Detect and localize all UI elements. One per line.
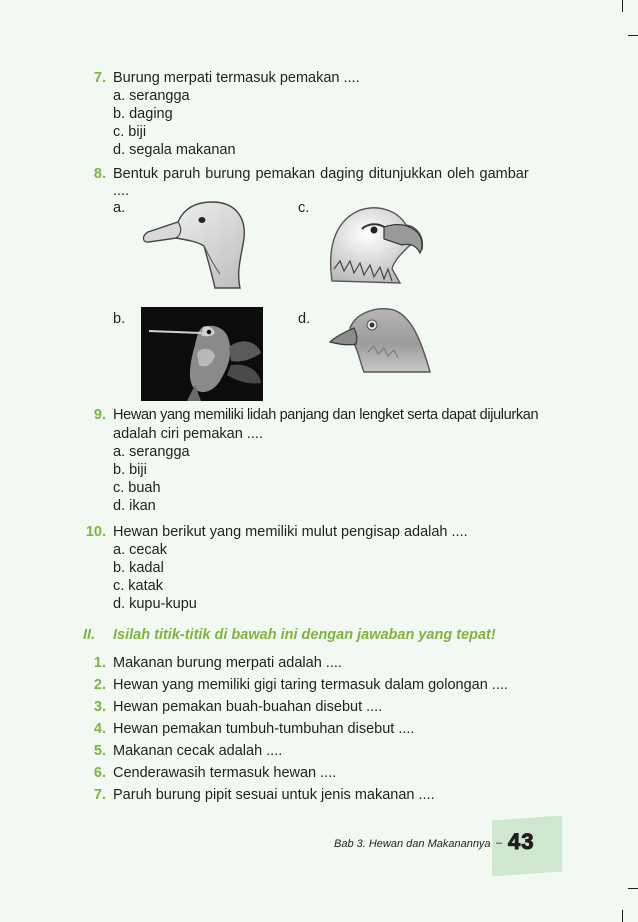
option: b. daging <box>113 106 173 122</box>
item-number: 6. <box>93 765 106 781</box>
question-text-cont: adalah ciri pemakan .... <box>113 426 263 442</box>
option: c. buah <box>113 480 161 496</box>
picture-label-a: a. <box>113 200 126 216</box>
item-text: Hewan pemakan tumbuh-tumbuhan disebut .... <box>113 721 415 737</box>
question-number: 9. <box>93 407 106 423</box>
option: a. serangga <box>113 444 190 460</box>
section-title: Isilah titik-titik di bawah ini dengan jawaban yang tepat! <box>113 627 496 643</box>
item-number: 4. <box>93 721 106 737</box>
crop-mark <box>622 0 623 12</box>
question-text: Hewan yang memiliki lidah panjang dan lengket serta dapat dijulurkan <box>113 407 539 423</box>
option: a. serangga <box>113 88 190 104</box>
section-number: II. <box>83 627 96 643</box>
page-number: 43 <box>508 829 535 854</box>
hummingbird-photo <box>141 307 263 401</box>
option: d. segala makanan <box>113 142 236 158</box>
item-number: 5. <box>93 743 106 759</box>
item-text: Hewan yang memiliki gigi taring termasuk dalam golongan .... <box>113 677 508 693</box>
question-text: Burung merpati termasuk pemakan .... <box>113 70 360 86</box>
picture-label-c: c. <box>298 200 310 216</box>
item-number: 3. <box>93 699 106 715</box>
crop-mark <box>628 888 638 889</box>
crop-mark <box>628 35 638 36</box>
item-text: Hewan pemakan buah-buahan disebut .... <box>113 699 383 715</box>
item-number: 7. <box>93 787 106 803</box>
chapter-title: Bab 3. Hewan dan Makanannya <box>334 838 491 850</box>
option: d. ikan <box>113 498 156 514</box>
question-number: 8. <box>93 166 106 182</box>
duck-head-image <box>140 196 260 292</box>
question-number: 7. <box>93 70 106 86</box>
option: a. cecak <box>113 542 167 558</box>
question-text: Hewan berikut yang memiliki mulut pengisap adalah .... <box>113 524 468 540</box>
option: b. biji <box>113 462 147 478</box>
picture-label-d: d. <box>298 311 311 327</box>
item-text: Makanan cecak adalah .... <box>113 743 283 759</box>
option: c. katak <box>113 578 163 594</box>
eagle-head-image <box>322 203 426 285</box>
item-text: Cenderawasih termasuk hewan .... <box>113 765 337 781</box>
footer-dash: – <box>496 837 503 849</box>
item-text: Makanan burung merpati adalah .... <box>113 655 342 671</box>
crop-mark <box>622 910 623 922</box>
question-text: Bentuk paruh burung pemakan daging ditunjukkan oleh gambar <box>113 166 529 182</box>
picture-label-b: b. <box>113 311 126 327</box>
option: b. kadal <box>113 560 164 576</box>
option: c. biji <box>113 124 147 140</box>
item-number: 2. <box>93 677 106 693</box>
finch-head-image <box>328 306 434 376</box>
item-text: Paruh burung pipit sesuai untuk jenis makanan .... <box>113 787 435 803</box>
question-number: 10. <box>85 524 106 540</box>
item-number: 1. <box>93 655 106 671</box>
option: d. kupu-kupu <box>113 596 197 612</box>
question-text-cont: .... <box>113 183 130 199</box>
